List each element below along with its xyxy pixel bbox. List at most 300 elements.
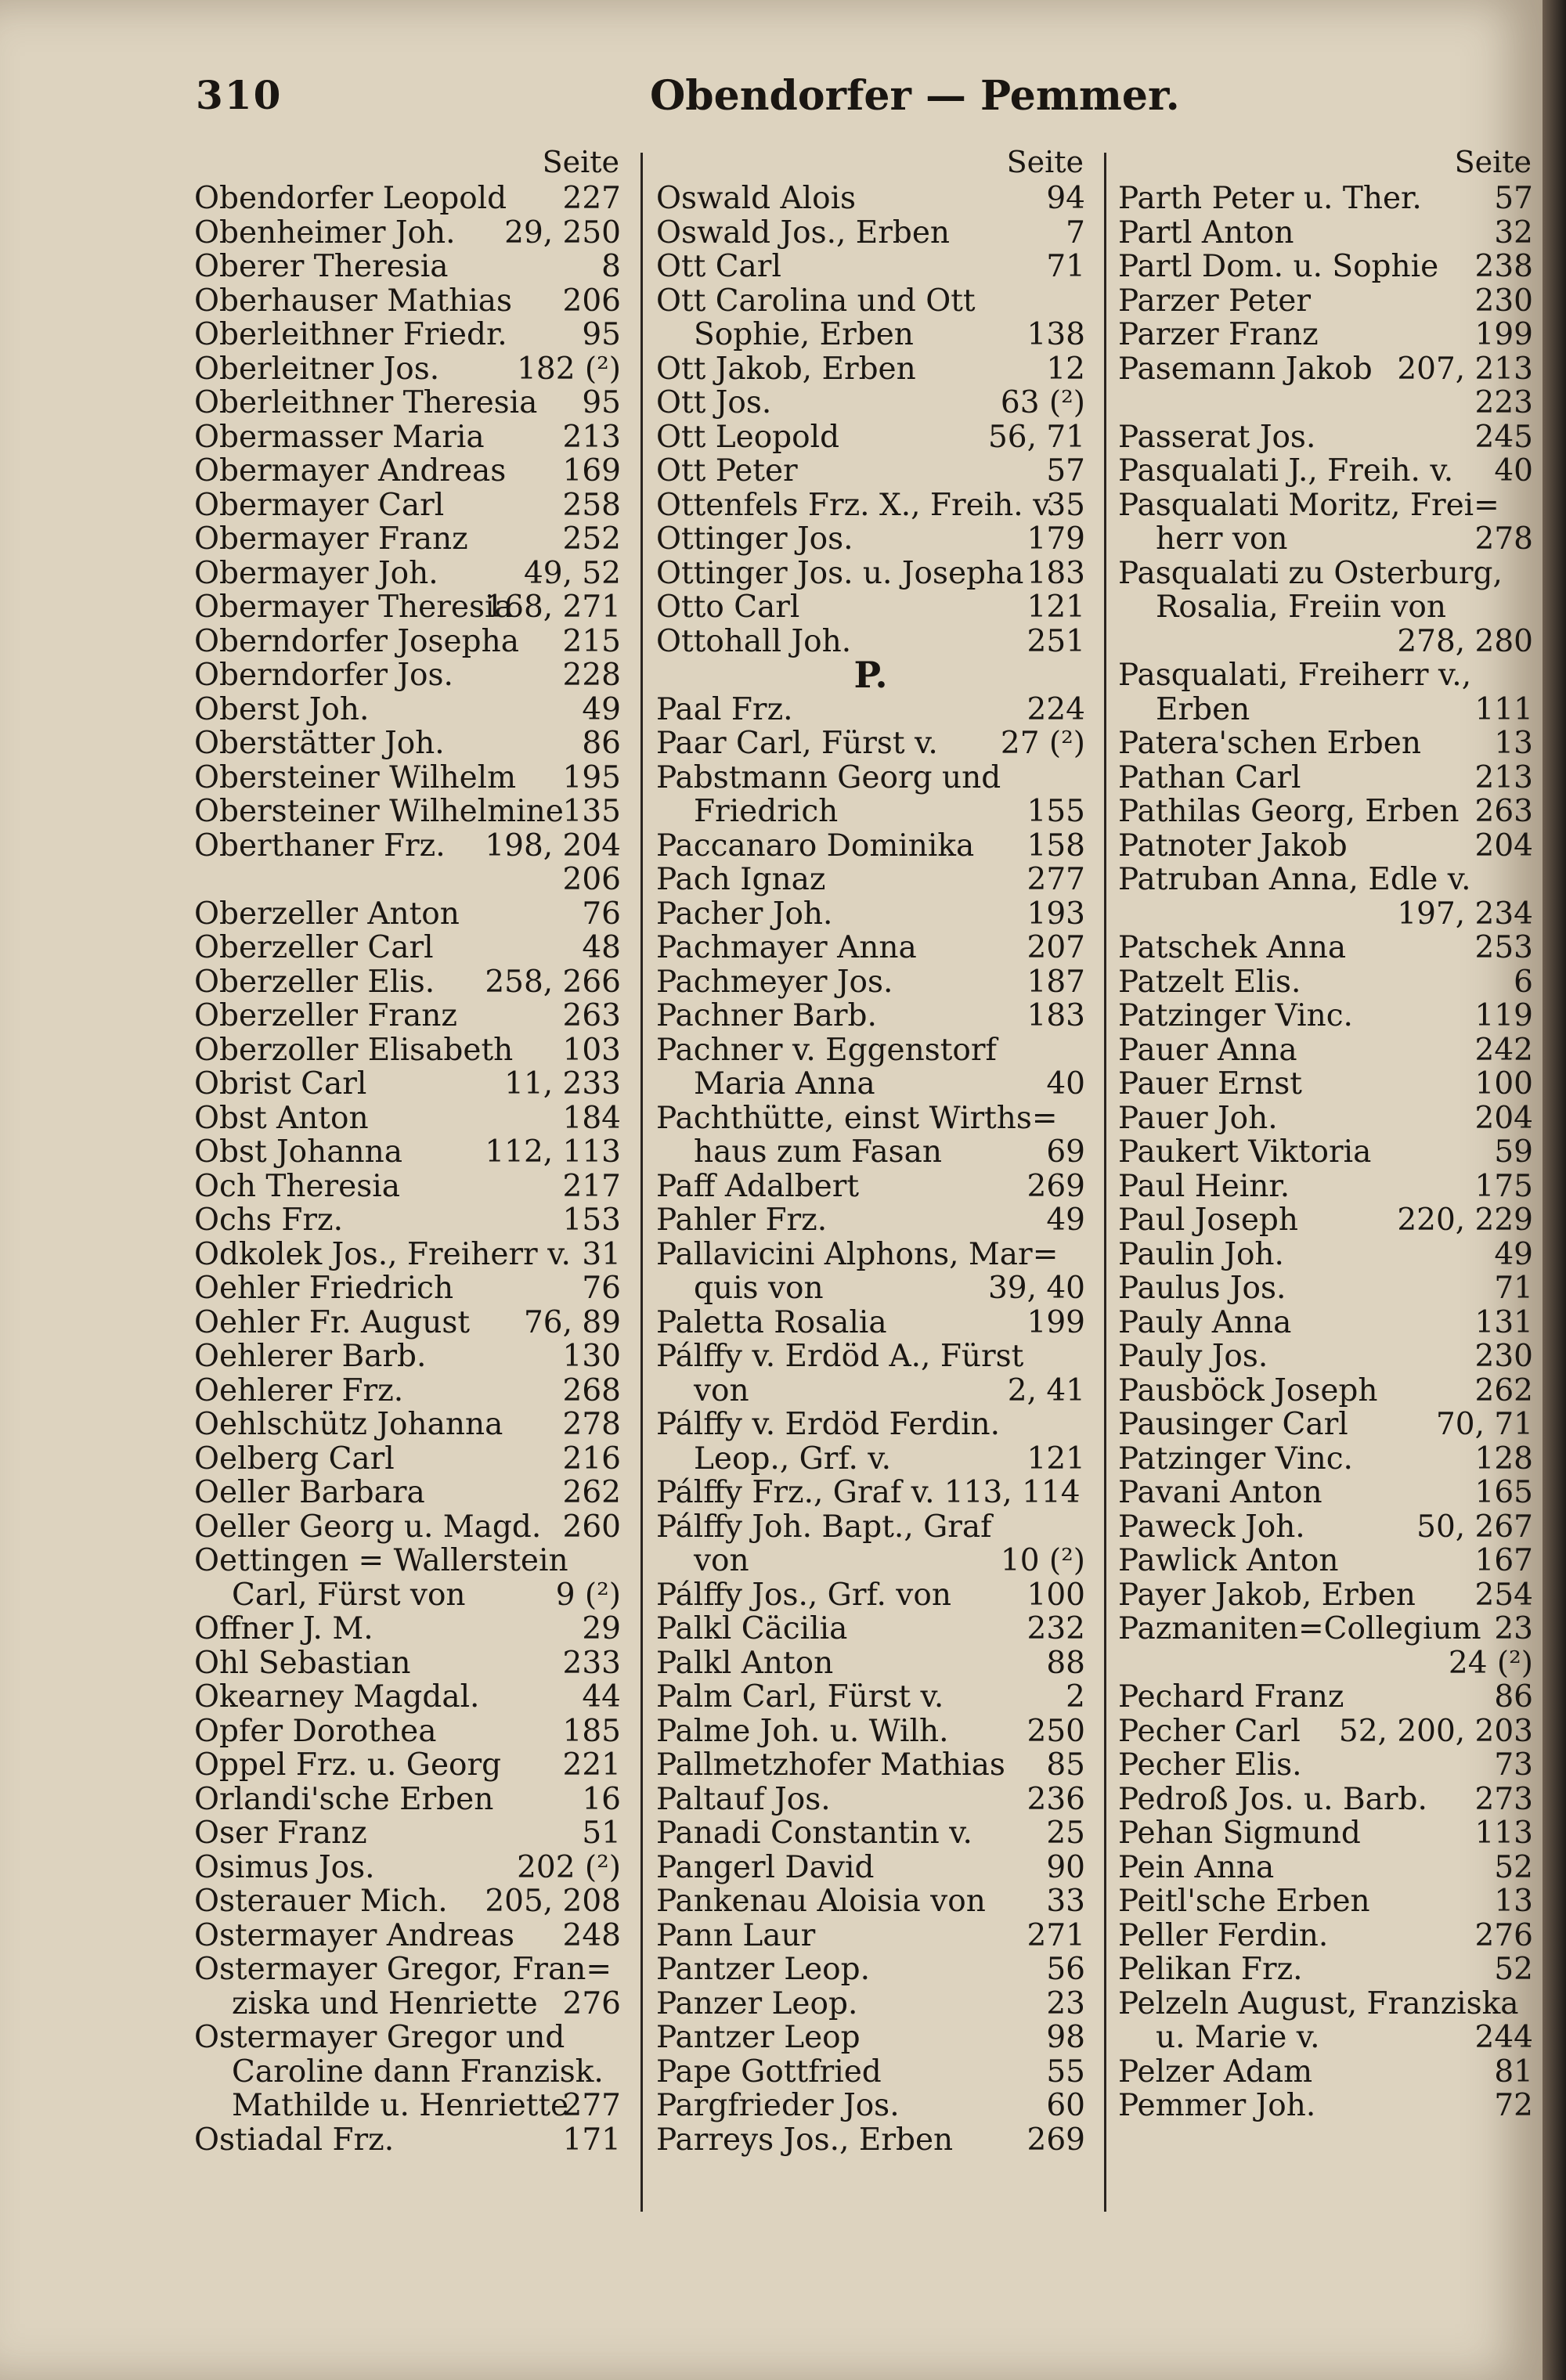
entry-pages: 29, 250 xyxy=(504,215,621,251)
index-entry xyxy=(1118,1476,1533,1510)
entry-pages: 278 xyxy=(1474,521,1533,557)
entry-pages: 242 xyxy=(1474,1032,1533,1068)
entry-pages: 238 xyxy=(1474,249,1533,284)
index-entry xyxy=(656,1442,1085,1477)
entry-pages: 71 xyxy=(1046,249,1085,284)
index-entry xyxy=(194,625,621,659)
index-entry xyxy=(194,182,621,216)
index-entry xyxy=(1118,1884,1533,1919)
index-entry xyxy=(1118,625,1533,659)
entry-name: Peller Ferdin. xyxy=(1118,1917,1329,1953)
entry-pages: 171 xyxy=(562,2122,621,2158)
index-entry xyxy=(1118,1783,1533,1817)
entry-name: herr von xyxy=(1156,521,1288,557)
entry-pages: 121 xyxy=(1027,590,1085,625)
entry-name: Maria Anna xyxy=(694,1066,875,1102)
index-entry xyxy=(194,1408,621,1442)
index-entry xyxy=(194,250,621,284)
index-entry xyxy=(656,1476,1085,1510)
index-entry xyxy=(1118,1442,1533,1477)
index-entry xyxy=(194,1884,621,1919)
entry-pages: 51 xyxy=(582,1816,621,1851)
index-entry xyxy=(656,318,1085,352)
entry-pages: 100 xyxy=(1027,1577,1085,1613)
index-entry xyxy=(194,2089,621,2123)
entry-pages: 100 xyxy=(1474,1066,1533,1102)
entry-pages: 128 xyxy=(1474,1441,1533,1477)
column-divider xyxy=(640,153,643,2212)
entry-name: Oberleithner Theresia xyxy=(194,385,538,420)
entry-name: Pelzer Adam xyxy=(1118,2054,1313,2090)
index-entry xyxy=(656,727,1085,761)
entry-name: Pachmayer Anna xyxy=(656,930,917,965)
entry-name: Oberer Theresia xyxy=(194,249,449,284)
entry-name: Ochs Frz. xyxy=(194,1203,343,1238)
index-entry xyxy=(656,2089,1085,2123)
index-entry xyxy=(1118,590,1533,625)
entry-name: Oberzeller Carl xyxy=(194,930,434,965)
index-entry xyxy=(656,897,1085,932)
entry-name: Pangerl David xyxy=(656,1849,875,1885)
index-entry xyxy=(656,829,1085,864)
entry-name: Oeller Barbara xyxy=(194,1475,425,1510)
entry-pages: 95 xyxy=(582,317,621,352)
entry-name: Pauer Joh. xyxy=(1118,1100,1278,1136)
entry-pages: 184 xyxy=(562,1100,621,1136)
entry-pages: 16 xyxy=(582,1781,621,1817)
entry-pages: 262 xyxy=(562,1475,621,1510)
index-entry xyxy=(656,1783,1085,1817)
index-entry xyxy=(1118,931,1533,965)
index-entry xyxy=(194,1306,621,1340)
page-header xyxy=(196,72,1180,127)
index-entry xyxy=(1118,1953,1533,1987)
entry-name: Rosalia, Freiin von xyxy=(1156,590,1446,625)
entry-name: Pachner Barb. xyxy=(656,998,877,1033)
entry-pages: 24 (²) xyxy=(1448,1645,1533,1681)
index-entry xyxy=(1118,761,1533,795)
entry-pages: 90 xyxy=(1046,1849,1085,1885)
entry-name: Oberhauser Mathias xyxy=(194,283,512,319)
entry-pages: 95 xyxy=(582,385,621,420)
entry-name: Pasqualati Moritz, Frei= xyxy=(1118,487,1499,523)
entry-pages: 98 xyxy=(1046,2020,1085,2055)
entry-pages: 233 xyxy=(562,1645,621,1681)
entry-name: Pathilas Georg, Erben xyxy=(1118,794,1460,829)
index-entry xyxy=(656,522,1085,557)
index-entry xyxy=(194,1612,621,1646)
index-entry xyxy=(194,1135,621,1170)
entry-name: Obermasser Maria xyxy=(194,419,485,455)
index-entry xyxy=(194,454,621,489)
index-entry xyxy=(1118,386,1533,420)
index-entry xyxy=(194,1033,621,1068)
index-column-1 xyxy=(194,142,621,2157)
entry-name: Paltauf Jos. xyxy=(656,1781,831,1817)
index-entry xyxy=(656,693,1085,727)
entry-name: Pach Ignaz xyxy=(656,862,826,897)
index-entry xyxy=(194,1340,621,1374)
entry-pages: 73 xyxy=(1494,1747,1533,1783)
entry-pages: 198, 204 xyxy=(485,828,621,864)
index-entry xyxy=(194,1374,621,1408)
entry-name: Ott Carl xyxy=(656,249,781,284)
entry-pages: 55 xyxy=(1046,2054,1085,2090)
entry-name: Caroline dann Franzisk. xyxy=(232,2054,604,2090)
entry-pages: 223 xyxy=(1474,385,1533,420)
entry-name: Oeller Georg u. Magd. xyxy=(194,1509,542,1545)
index-entry xyxy=(656,795,1085,829)
entry-pages: 70, 71 xyxy=(1435,1407,1533,1442)
entry-name: Pálffy Joh. Bapt., Graf xyxy=(656,1509,992,1545)
entry-name: Paukert Viktoria xyxy=(1118,1134,1372,1170)
index-entry xyxy=(656,1340,1085,1374)
entry-name: Obermayer Joh. xyxy=(194,555,438,591)
entry-name: Okearney Magdal. xyxy=(194,1679,480,1715)
entry-pages: 56 xyxy=(1046,1952,1085,1987)
entry-pages: 278, 280 xyxy=(1397,623,1533,659)
index-entry xyxy=(656,1816,1085,1851)
index-entry xyxy=(656,284,1085,319)
entry-pages: 227 xyxy=(562,181,621,216)
entry-pages: 251 xyxy=(1027,623,1085,659)
index-entry xyxy=(656,1953,1085,1987)
entry-pages: 131 xyxy=(1474,1304,1533,1340)
index-entry xyxy=(656,454,1085,489)
index-entry xyxy=(1118,1067,1533,1102)
entry-pages: 138 xyxy=(1027,317,1085,352)
entry-name: Paff Adalbert xyxy=(656,1168,860,1204)
index-entry xyxy=(656,1544,1085,1578)
entry-pages: 85 xyxy=(1046,1747,1085,1783)
entry-name: Pathan Carl xyxy=(1118,759,1301,795)
index-entry xyxy=(194,1238,621,1272)
index-entry xyxy=(194,795,621,829)
index-entry xyxy=(1118,182,1533,216)
entry-pages: 230 xyxy=(1474,283,1533,319)
entry-pages: 245 xyxy=(1474,419,1533,455)
entry-pages: 185 xyxy=(562,1713,621,1749)
index-entry xyxy=(656,1851,1085,1885)
entry-name: Pahler Frz. xyxy=(656,1203,828,1238)
entry-name: Pasqualati J., Freih. v. xyxy=(1118,453,1454,489)
index-entry xyxy=(194,999,621,1033)
entry-name: Patzinger Vinc. xyxy=(1118,998,1353,1033)
entry-pages: 244 xyxy=(1474,2020,1533,2055)
entry-name: Ostiadal Frz. xyxy=(194,2122,395,2158)
index-column-3 xyxy=(1118,142,1533,2123)
index-entry xyxy=(194,1646,621,1681)
entry-name: Ohl Sebastian xyxy=(194,1645,411,1681)
entry-pages: 57 xyxy=(1494,181,1533,216)
entry-pages: 49, 52 xyxy=(523,555,621,591)
entry-name: Pabstmann Georg und xyxy=(656,759,1001,795)
index-entry xyxy=(1118,1340,1533,1374)
entry-name: Patruban Anna, Edle v. xyxy=(1118,862,1471,897)
entry-name: Ott Peter xyxy=(656,453,798,489)
index-entry xyxy=(194,1987,621,2021)
entry-name: Palkl Cäcilia xyxy=(656,1611,848,1646)
index-entry xyxy=(656,1033,1085,1068)
entry-pages: 81 xyxy=(1494,2054,1533,2090)
index-entry xyxy=(194,829,621,864)
entry-pages: 57 xyxy=(1046,453,1085,489)
entry-name: Pantzer Leop. xyxy=(656,1952,871,1987)
entry-pages: 103 xyxy=(562,1032,621,1068)
index-entry xyxy=(194,1715,621,1749)
index-entry xyxy=(194,522,621,557)
index-entry xyxy=(1118,318,1533,352)
entry-name: Pachthütte, einst Wirths= xyxy=(656,1100,1058,1136)
entry-pages: 69 xyxy=(1046,1134,1085,1170)
entry-name: Och Theresia xyxy=(194,1168,401,1204)
index-entry xyxy=(1118,1748,1533,1783)
index-entry xyxy=(1118,250,1533,284)
entry-pages: 56, 71 xyxy=(987,419,1085,455)
entry-name: Pecher Elis. xyxy=(1118,1747,1302,1783)
entry-pages: 52, 200, 203 xyxy=(1338,1713,1533,1749)
entry-name: Panzer Leop. xyxy=(656,1985,858,2021)
index-entry xyxy=(194,897,621,932)
entry-name: Obersteiner Wilhelm xyxy=(194,759,517,795)
entry-name: Obermayer Andreas xyxy=(194,453,507,489)
entry-name: Pantzer Leop xyxy=(656,2020,861,2055)
entry-name: Pasqualati, Freiherr v., xyxy=(1118,658,1472,693)
entry-name: Pausböck Joseph xyxy=(1118,1372,1378,1408)
entry-name: Pachmeyer Jos. xyxy=(656,964,893,1000)
index-entry xyxy=(656,2055,1085,2090)
index-entry xyxy=(194,1544,621,1578)
index-entry xyxy=(656,2021,1085,2055)
entry-pages: 258 xyxy=(562,487,621,523)
index-entry xyxy=(1118,1408,1533,1442)
entry-name: Ostermayer Gregor, Fran= xyxy=(194,1952,612,1987)
index-entry xyxy=(656,1987,1085,2021)
index-entry xyxy=(656,557,1085,591)
entry-name: Pankenau Aloisia von xyxy=(656,1884,986,1919)
index-entry xyxy=(656,2123,1085,2158)
entry-name: Paletta Rosalia xyxy=(656,1304,887,1340)
index-entry xyxy=(656,352,1085,387)
entry-name: Paccanaro Dominika xyxy=(656,828,975,864)
index-entry xyxy=(1118,1238,1533,1272)
index-column-2 xyxy=(656,142,1085,2157)
page-number: 310 xyxy=(196,72,283,118)
entry-pages: 262 xyxy=(1474,1372,1533,1408)
index-entry xyxy=(1118,489,1533,523)
entry-name: Paul Joseph xyxy=(1118,1203,1299,1238)
entry-pages: 13 xyxy=(1494,1884,1533,1919)
index-entry xyxy=(1118,420,1533,455)
index-entry xyxy=(656,1374,1085,1408)
index-entry xyxy=(656,182,1085,216)
entry-name: Pausinger Carl xyxy=(1118,1407,1348,1442)
index-entry xyxy=(656,1306,1085,1340)
index-entry xyxy=(656,250,1085,284)
entry-pages: 112, 113 xyxy=(485,1134,621,1170)
entry-name: Patzinger Vinc. xyxy=(1118,1441,1353,1477)
index-entry xyxy=(1118,1646,1533,1681)
entry-pages: 40 xyxy=(1494,453,1533,489)
index-entry xyxy=(1118,897,1533,932)
entry-name: Leop., Grf. v. xyxy=(694,1441,892,1477)
entry-pages: 121 xyxy=(1027,1441,1085,1477)
index-entry xyxy=(1118,1715,1533,1749)
entry-pages: 276 xyxy=(562,1985,621,2021)
index-entry xyxy=(194,1271,621,1306)
entry-name: von xyxy=(694,1543,749,1578)
entry-name: Pallmetzhofer Mathias xyxy=(656,1747,1005,1783)
entry-name: Pehan Sigmund xyxy=(1118,1816,1361,1851)
entry-pages: 252 xyxy=(562,521,621,557)
entry-pages: 113 xyxy=(1474,1816,1533,1851)
entry-name: haus zum Fasan xyxy=(694,1134,942,1170)
entry-name: Pawlick Anton xyxy=(1118,1543,1339,1578)
entry-pages: 206 xyxy=(562,283,621,319)
index-entry xyxy=(656,1135,1085,1170)
entry-name: Oswald Alois xyxy=(656,181,857,216)
entry-name: Parzer Peter xyxy=(1118,283,1312,319)
entry-name: Oberthaner Frz. xyxy=(194,828,446,864)
entry-pages: 52 xyxy=(1494,1849,1533,1885)
index-entry xyxy=(656,216,1085,251)
entry-pages: 215 xyxy=(562,623,621,659)
index-entry xyxy=(194,863,621,897)
index-entry xyxy=(1118,658,1533,693)
entry-pages: 63 (²) xyxy=(1000,385,1085,420)
index-entry xyxy=(1118,829,1533,864)
index-entry xyxy=(1118,1544,1533,1578)
section-letter xyxy=(656,654,1085,696)
entry-pages: 221 xyxy=(562,1747,621,1783)
entry-name: Parth Peter u. Ther. xyxy=(1118,181,1422,216)
entry-name: Palkl Anton xyxy=(656,1645,834,1681)
entry-pages: 86 xyxy=(1494,1679,1533,1715)
entry-pages: 135 xyxy=(562,794,621,829)
entry-pages: 253 xyxy=(1474,930,1533,965)
index-entry xyxy=(1118,1578,1533,1613)
index-entry xyxy=(194,386,621,420)
entry-pages: 59 xyxy=(1494,1134,1533,1170)
index-entry xyxy=(194,284,621,319)
entry-pages: 40 xyxy=(1046,1066,1085,1102)
entry-name: Orlandi'sche Erben xyxy=(194,1781,494,1817)
index-entry xyxy=(194,1510,621,1545)
entry-name: Otto Carl xyxy=(656,590,800,625)
entry-name: Oppel Frz. u. Georg xyxy=(194,1747,502,1783)
index-entry xyxy=(194,420,621,455)
entry-pages: 49 xyxy=(1494,1236,1533,1272)
entry-name: Obendorfer Leopold xyxy=(194,181,507,216)
entry-pages: 187 xyxy=(1027,964,1085,1000)
entry-name: Opfer Dorothea xyxy=(194,1713,437,1749)
index-entry xyxy=(656,1408,1085,1442)
entry-pages: 44 xyxy=(582,1679,621,1715)
entry-name: Partl Anton xyxy=(1118,215,1294,251)
entry-pages: 230 xyxy=(1474,1339,1533,1374)
entry-pages: 183 xyxy=(1027,998,1085,1033)
entry-name: Ottinger Jos. xyxy=(656,521,853,557)
entry-name: Ott Leopold xyxy=(656,419,840,455)
index-entry xyxy=(1118,727,1533,761)
entry-pages: 224 xyxy=(1027,691,1085,727)
index-entry xyxy=(1118,795,1533,829)
entry-pages: 11, 233 xyxy=(504,1066,621,1102)
entry-pages: 232 xyxy=(1027,1611,1085,1646)
entry-pages: 158 xyxy=(1027,828,1085,864)
entry-name: Friedrich xyxy=(694,794,839,829)
entry-pages: 76 xyxy=(582,1271,621,1306)
entry-pages: 165 xyxy=(1474,1475,1533,1510)
entry-name: Obersteiner Wilhelmine xyxy=(194,794,564,829)
entry-name: Paar Carl, Fürst v. xyxy=(656,726,938,761)
entry-name: Ott Jos. xyxy=(656,385,772,420)
entry-name: Offner J. M. xyxy=(194,1611,373,1646)
entry-name: Paul Heinr. xyxy=(1118,1168,1290,1204)
index-entry xyxy=(1118,1102,1533,1136)
index-entry xyxy=(194,1953,621,1987)
entry-pages: 48 xyxy=(582,930,621,965)
entry-name: Parreys Jos., Erben xyxy=(656,2122,954,2158)
entry-name: Ott Carolina und Ott xyxy=(656,283,976,319)
index-entry xyxy=(194,965,621,1000)
index-entry xyxy=(194,727,621,761)
index-entry xyxy=(656,1884,1085,1919)
index-entry xyxy=(194,761,621,795)
entry-name: u. Marie v. xyxy=(1156,2020,1320,2055)
index-entry xyxy=(656,1748,1085,1783)
entry-pages: 7 xyxy=(1066,215,1085,251)
index-entry xyxy=(194,1203,621,1238)
entry-name: Peitl'sche Erben xyxy=(1118,1884,1370,1919)
entry-pages: 204 xyxy=(1474,1100,1533,1136)
entry-pages: 86 xyxy=(582,726,621,761)
entry-name: Oehler Fr. August xyxy=(194,1304,471,1340)
entry-name: Pallavicini Alphons, Mar= xyxy=(656,1236,1059,1272)
index-entry xyxy=(1118,1680,1533,1715)
entry-name: Oberzeller Elis. xyxy=(194,964,435,1000)
entry-name: Payer Jakob, Erben xyxy=(1118,1577,1416,1613)
index-entry xyxy=(656,1238,1085,1272)
index-entry xyxy=(656,1680,1085,1715)
index-entry xyxy=(656,965,1085,1000)
entry-name: Paulin Joh. xyxy=(1118,1236,1284,1272)
entry-pages: 33 xyxy=(1046,1884,1085,1919)
entry-pages: 199 xyxy=(1027,1304,1085,1340)
index-entry xyxy=(656,1170,1085,1204)
index-entry xyxy=(656,1102,1085,1136)
index-entry xyxy=(194,2123,621,2158)
index-entry xyxy=(1118,1306,1533,1340)
index-entry xyxy=(194,1170,621,1204)
entry-pages: 52 xyxy=(1494,1952,1533,1987)
entry-name: Obst Anton xyxy=(194,1100,369,1136)
entry-name: Osimus Jos. xyxy=(194,1849,375,1885)
index-entry xyxy=(194,1442,621,1477)
index-entry xyxy=(194,1102,621,1136)
entry-pages: 216 xyxy=(562,1441,621,1477)
index-entry xyxy=(656,1919,1085,1953)
entry-pages: 263 xyxy=(562,998,621,1033)
index-entry xyxy=(194,318,621,352)
entry-name: Pavani Anton xyxy=(1118,1475,1322,1510)
index-entry xyxy=(656,420,1085,455)
index-entry xyxy=(194,2055,621,2090)
entry-name: Oehler Friedrich xyxy=(194,1271,454,1306)
entry-pages: 29 xyxy=(582,1611,621,1646)
entry-name: Pacher Joh. xyxy=(656,896,833,932)
entry-pages: 250 xyxy=(1027,1713,1085,1749)
